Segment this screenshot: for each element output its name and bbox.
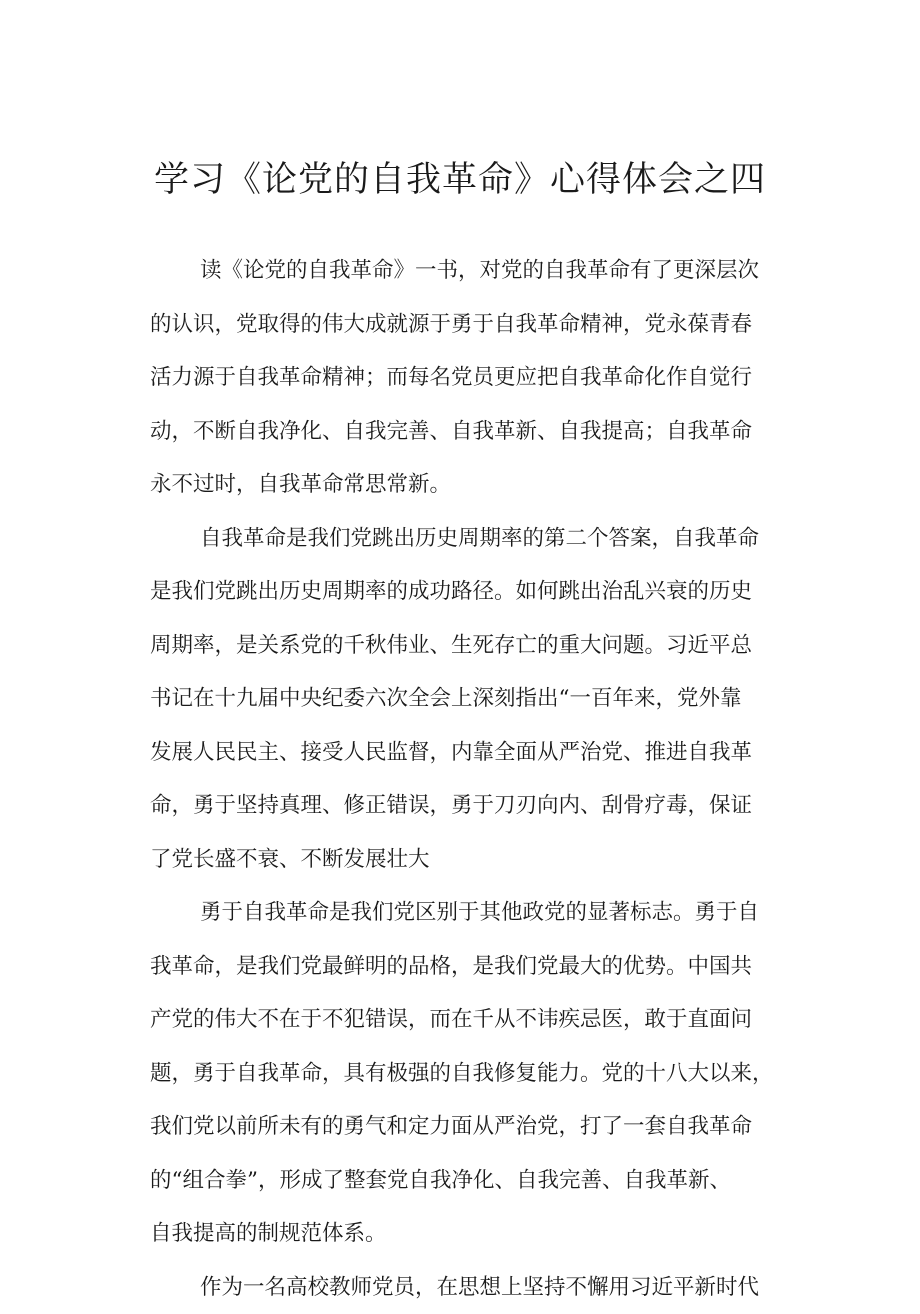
paragraph-first-line: 读《论党的自我革命》一书，对党的自我革命有了更深层次: [150, 244, 804, 298]
paragraph-first-line: 勇于自我革命是我们党区别于其他政党的显著标志。勇于自: [150, 886, 804, 940]
paragraph-line: 产党的伟大不在于不犯错误，而在千从不讳疾忌医，敢于直面问: [150, 993, 804, 1047]
paragraph-line: 活力源于自我革命精神；而每名党员更应把自我革命化作自觉行: [150, 351, 804, 405]
paragraph-line: 永不过时，自我革命常思常新。: [150, 458, 804, 512]
document-title: 学习《论党的自我革命》心得体会之四: [0, 152, 920, 208]
paragraph-line: 了党长盛不衰、不断发展壮大: [150, 833, 804, 887]
paragraph-first-line: 自我革命是我们党跳出历史周期率的第二个答案，自我革命: [150, 512, 804, 566]
paragraph-line: 题，勇于自我革命，具有极强的自我修复能力。党的十八大以来，: [150, 1047, 804, 1101]
paragraph-first-line: 作为一名高校教师党员，在思想上坚持不懈用习近平新时代: [150, 1261, 804, 1314]
paragraph-line: 自我提高的制规范体系。: [150, 1207, 804, 1261]
paragraph-line: 是我们党跳出历史周期率的成功路径。如何跳出治乱兴衰的历史: [150, 565, 804, 619]
paragraph-line: 我们党以前所未有的勇气和定力面从严治党，打了一套自我革命: [150, 1100, 804, 1154]
document-body: [150, 244, 804, 1314]
paragraph-line: 发展人民民主、接受人民监督，内靠全面从严治党、推进自我革: [150, 726, 804, 780]
paragraph-line: 动，不断自我净化、自我完善、自我革新、自我提高；自我革命: [150, 405, 804, 459]
paragraph-line: 的“组合拳”，形成了整套党自我净化、自我完善、自我革新、: [150, 1154, 804, 1208]
paragraph-line: 命，勇于坚持真理、修正错误，勇于刀刃向内、刮骨疗毒，保证: [150, 779, 804, 833]
paragraph-line: 书记在十九届中央纪委六次全会上深刻指出“一百年来，党外靠: [150, 672, 804, 726]
paragraph-line: 周期率，是关系党的千秋伟业、生死存亡的重大问题。习近平总: [150, 619, 804, 673]
paragraph-line: 我革命，是我们党最鲜明的品格，是我们党最大的优势。中国共: [150, 940, 804, 994]
paragraph-line: 的认识，党取得的伟大成就源于勇于自我革命精神，党永葆青春: [150, 298, 804, 352]
